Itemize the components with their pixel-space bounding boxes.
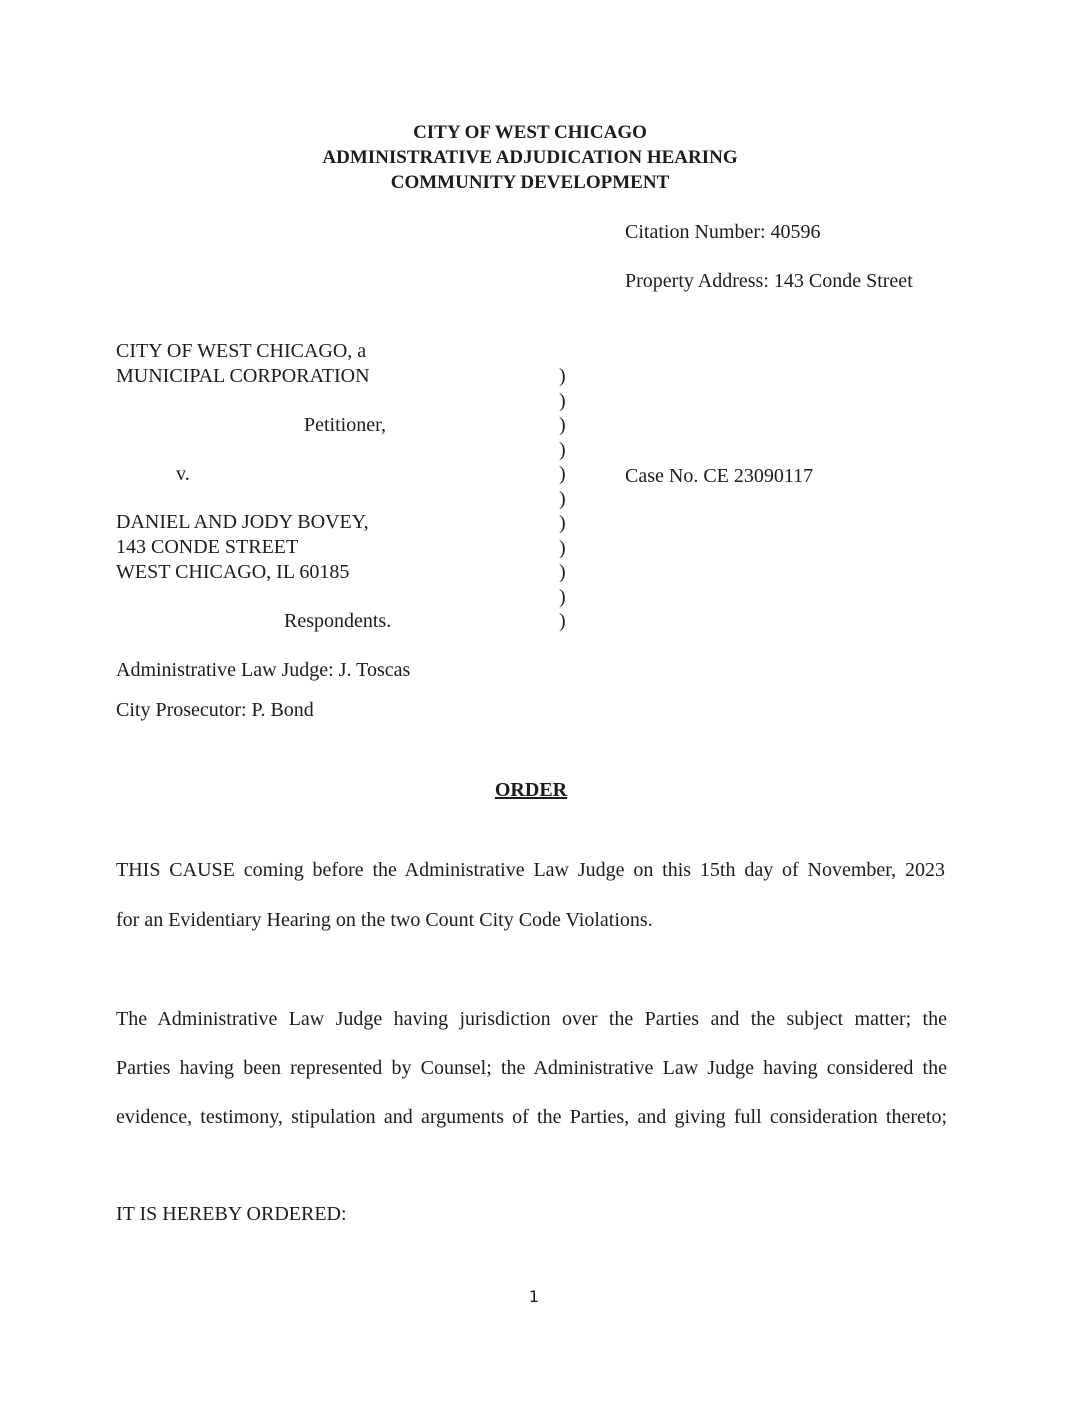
order-title: ORDER [494,779,568,801]
city-prosecutor: City Prosecutor: P. Bond [116,699,314,721]
case-number: Case No. CE 23090117 [625,465,814,487]
paren: ) [559,487,566,510]
citation-number: Citation Number: 40596 [625,221,821,243]
paren: ) [559,512,566,534]
respondent-role: Respondents. [284,610,392,632]
petitioner-name-line2: MUNICIPAL CORPORATION [116,365,370,387]
versus-label: v. [176,463,190,485]
hereby-ordered-heading: IT IS HEREBY ORDERED: [116,1203,347,1225]
caption-parentheses [559,364,566,634]
respondent-street: 143 CONDE STREET [116,536,299,558]
header-title-hearing: ADMINISTRATIVE ADJUDICATION HEARING [322,147,738,168]
paren: ) [559,414,566,436]
order-paragraph-2-line-2: Parties having been represented by Counsel; the Administrative Law Judge having considered the [116,1057,947,1079]
paren: ) [559,365,566,387]
paren: ) [559,585,566,608]
paren: ) [559,463,566,485]
order-paragraph-2-line-3: evidence, testimony, stipulation and arguments of the Parties, and giving full consideration thereto; [116,1106,947,1128]
order-paragraph-1-line-2: for an Evidentiary Hearing on the two Count City Code Violations. [116,909,653,931]
header-title-department: COMMUNITY DEVELOPMENT [390,172,670,193]
petitioner-name-line1: CITY OF WEST CHICAGO, a [116,340,367,362]
paren: ) [559,389,566,412]
respondent-name: DANIEL AND JODY BOVEY, [116,511,369,533]
header-title-city: CITY OF WEST CHICAGO [413,122,647,143]
paren: ) [559,536,566,559]
petitioner-role: Petitioner, [304,414,386,436]
respondent-city: WEST CHICAGO, IL 60185 [116,561,350,583]
page-number: 1 [528,1287,540,1306]
order-paragraph-2-line-1: The Administrative Law Judge having jurisdiction over the Parties and the subject matter; the [116,1008,947,1030]
paren: ) [559,561,566,583]
property-address: Property Address: 143 Conde Street [625,270,913,292]
paren: ) [559,438,566,461]
paren: ) [559,610,566,632]
administrative-law-judge: Administrative Law Judge: J. Toscas [116,659,411,681]
order-paragraph-1-line-1: THIS CAUSE coming before the Administrative Law Judge on this 15th day of November, 2023 [116,859,945,881]
